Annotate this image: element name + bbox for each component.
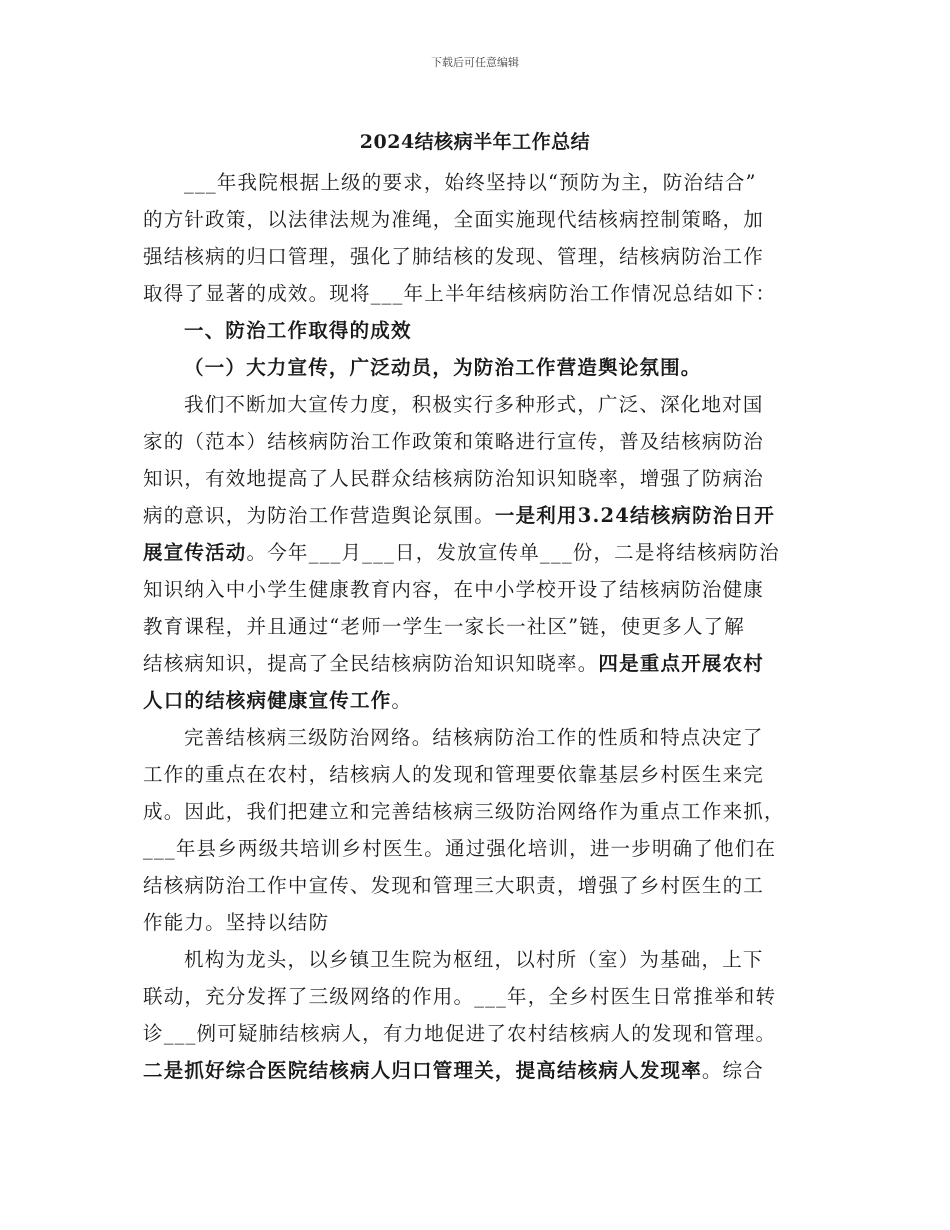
text-line bbox=[143, 164, 813, 201]
text-line bbox=[143, 275, 813, 312]
text-line bbox=[143, 1052, 813, 1089]
document-title: 2024结核病半年工作总结 bbox=[359, 131, 591, 153]
bold-text-segment: （一）大力宣传，广泛动员，为防治工作营造舆论氛围。 bbox=[184, 356, 702, 379]
text-segment: ___年县乡两级共培训乡村医生。通过强化培训，进一步明确了他们在 bbox=[143, 837, 777, 860]
text-segment: 的方针政策，以法律法规为准绳，全面实施现代结核病控制策略，加 bbox=[143, 208, 765, 231]
bold-text-segment: 四是重点开展农村 bbox=[598, 652, 765, 675]
text-line bbox=[143, 534, 813, 571]
text-segment: 。综合 bbox=[701, 1059, 765, 1082]
text-segment: 机构为龙头，以乡镇卫生院为枢纽，以村所（室）为基础，上下 bbox=[184, 948, 764, 971]
text-line bbox=[143, 719, 813, 756]
text-line bbox=[143, 756, 813, 793]
text-segment: 知识纳入中小学生健康教育内容，在中小学校开设了结核病防治健康 bbox=[143, 578, 765, 601]
text-line bbox=[143, 867, 813, 904]
text-line bbox=[143, 423, 813, 460]
bold-text-segment: 一是利用3.24结核病防治日开 bbox=[494, 504, 775, 527]
text-line bbox=[143, 238, 813, 275]
text-segment: 工作的重点在农村，结核病人的发现和管理要依靠基层乡村医生来完 bbox=[143, 763, 765, 786]
text-line bbox=[143, 904, 813, 941]
text-line bbox=[143, 682, 813, 719]
text-segment: 教育课程，并且通过“老师一学生一家长一社区”链，使更多人了解 bbox=[143, 615, 745, 638]
text-segment: 病的意识，为防治工作营造舆论氛围。 bbox=[143, 504, 495, 527]
text-segment: 强结核病的归口管理，强化了肺结核的发现、管理，结核病防治工作 bbox=[143, 245, 765, 268]
text-line bbox=[143, 571, 813, 608]
bold-text-segment: 二是抓好综合医院结核病人归口管理关，提高结核病人发现率 bbox=[143, 1059, 702, 1082]
text-segment: 完善结核病三级防治网络。结核病防治工作的性质和特点决定了 bbox=[184, 726, 764, 749]
text-line bbox=[143, 201, 813, 238]
text-segment: 取得了显著的成效。现将___年上半年结核病防治工作情况总结如下： bbox=[143, 282, 777, 305]
text-line bbox=[143, 830, 813, 867]
text-segment: 结核病知识，提高了全民结核病防治知识知晓率。 bbox=[143, 652, 599, 675]
text-segment: 联动，充分发挥了三级网络的作用。___年，全乡村医生日常推举和转 bbox=[143, 985, 777, 1008]
text-segment: 。今年___月___日，发放宣传单___份，二是将结核病防治 bbox=[246, 541, 780, 564]
text-line bbox=[143, 460, 813, 497]
text-segment: 作能力。坚持以结防 bbox=[143, 911, 330, 934]
document-body bbox=[143, 164, 813, 1089]
header-note: 下载后可任意编辑 bbox=[431, 56, 519, 69]
text-segment: 。 bbox=[391, 689, 413, 712]
text-segment: 家的（范本）结核病防治工作政策和策略进行宣传，普及结核病防治 bbox=[143, 430, 765, 453]
text-segment: 知识，有效地提高了人民群众结核病防治知识知晓率，增强了防病治 bbox=[143, 467, 765, 490]
text-line bbox=[143, 645, 813, 682]
text-segment: 成。因此，我们把建立和完善结核病三级防治网络作为重点工作来抓， bbox=[143, 800, 785, 823]
text-segment: 诊___例可疑肺结核病人，有力地促进了农村结核病人的发现和管理。 bbox=[143, 1022, 777, 1045]
text-line bbox=[143, 978, 813, 1015]
text-line bbox=[143, 497, 813, 534]
text-line bbox=[143, 793, 813, 830]
bold-text-segment: 一、防治工作取得的成效 bbox=[184, 319, 412, 342]
text-segment: 我们不断加大宣传力度，积极实行多种形式，广泛、深化地对国 bbox=[184, 393, 764, 416]
text-line bbox=[143, 312, 813, 349]
bold-text-segment: 人口的结核病健康宣传工作 bbox=[143, 689, 392, 712]
text-segment: ___年我院根据上级的要求，始终坚持以“预防为主，防治结合” bbox=[184, 171, 757, 194]
text-line bbox=[143, 386, 813, 423]
text-segment: 结核病防治工作中宣传、发现和管理三大职责，增强了乡村医生的工 bbox=[143, 874, 765, 897]
text-line bbox=[143, 1015, 813, 1052]
bold-text-segment: 展宣传活动 bbox=[143, 541, 247, 564]
text-line bbox=[143, 608, 813, 645]
text-line bbox=[143, 349, 813, 386]
text-line bbox=[143, 941, 813, 978]
